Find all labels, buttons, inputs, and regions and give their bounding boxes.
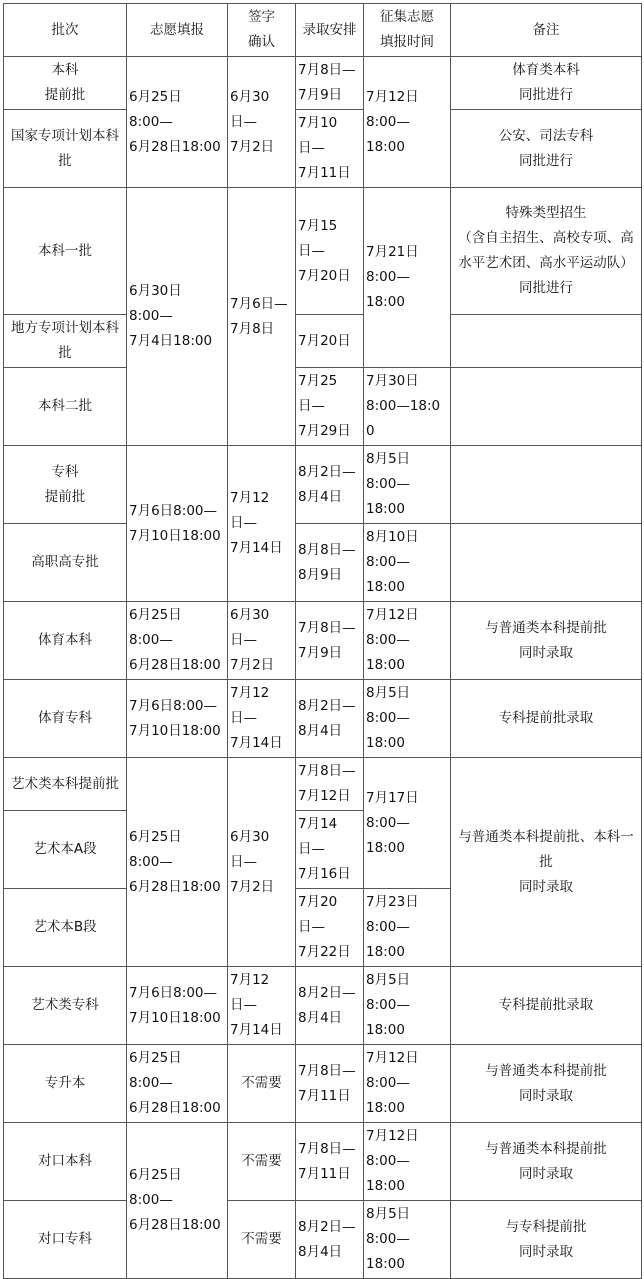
admit-cell: 8月2日— 8月4日 <box>296 1201 364 1279</box>
collect-cell: 7月12日 8:00— 18:00 <box>364 1045 451 1123</box>
table-row <box>4 446 642 524</box>
table-row <box>4 967 642 1045</box>
collect-cell: 8月5日 8:00— 18:00 <box>364 967 451 1045</box>
table-row <box>4 758 642 811</box>
admit-cell: 7月25 日— 7月29日 <box>296 368 364 446</box>
sign-cell: 不需要 <box>228 1045 296 1123</box>
collect-cell: 8月5日 8:00— 18:00 <box>364 1201 451 1279</box>
sign-cell: 6月30 日— 7月2日 <box>228 57 296 188</box>
batch-cell: 体育专科 <box>4 680 127 758</box>
table-row <box>4 315 642 368</box>
fill-cell: 6月25日 8:00— 6月28日18:00 <box>127 57 228 188</box>
admit-cell: 8月8日— 8月9日 <box>296 524 364 602</box>
header-row <box>4 4 642 57</box>
admit-cell: 7月14 日— 7月16日 <box>296 811 364 889</box>
collect-cell: 8月10日 8:00— 18:00 <box>364 524 451 602</box>
fill-cell: 7月6日8:00— 7月10日18:00 <box>127 680 228 758</box>
collect-cell: 8月5日 8:00— 18:00 <box>364 446 451 524</box>
fill-cell: 6月25日 8:00— 6月28日18:00 <box>127 758 228 967</box>
batch-cell: 艺术本A段 <box>4 811 127 889</box>
admit-cell: 8月2日— 8月4日 <box>296 967 364 1045</box>
admit-cell: 7月8日— 7月11日 <box>296 1123 364 1201</box>
note-cell <box>451 315 642 368</box>
header-admit: 录取安排 <box>296 4 364 57</box>
note-cell: 与普通类本科提前批 同时录取 <box>451 602 642 680</box>
collect-cell: 7月30日 8:00—18:00 <box>364 368 451 446</box>
fill-cell: 6月25日 8:00— 6月28日18:00 <box>127 1045 228 1123</box>
sign-cell: 7月12 日— 7月14日 <box>228 680 296 758</box>
batch-cell: 对口专科 <box>4 1201 127 1279</box>
note-cell: 公安、司法专科 同批进行 <box>451 110 642 188</box>
admit-cell: 7月8日— 7月11日 <box>296 1045 364 1123</box>
batch-cell: 专科 提前批 <box>4 446 127 524</box>
header-collect: 征集志愿 填报时间 <box>364 4 451 57</box>
fill-cell: 6月30日 8:00— 7月4日18:00 <box>127 188 228 446</box>
header-sign: 签字 确认 <box>228 4 296 57</box>
header-batch: 批次 <box>4 4 127 57</box>
note-cell: 与普通类本科提前批 同时录取 <box>451 1045 642 1123</box>
batch-cell: 地方专项计划本科批 <box>4 315 127 368</box>
collect-cell: 7月12日 8:00— 18:00 <box>364 1123 451 1201</box>
batch-cell: 艺术本B段 <box>4 889 127 967</box>
collect-cell: 7月23日 8:00— 18:00 <box>364 889 451 967</box>
table-row <box>4 57 642 110</box>
table-row <box>4 188 642 315</box>
admit-cell: 7月20日 <box>296 315 364 368</box>
admit-cell: 7月8日— 7月12日 <box>296 758 364 811</box>
header-note: 备注 <box>451 4 642 57</box>
note-cell: 体育类本科 同批进行 <box>451 57 642 110</box>
note-cell: 特殊类型招生 （含自主招生、高校专项、高水平艺术团、高水平运动队） 同批进行 <box>451 188 642 315</box>
note-cell <box>451 524 642 602</box>
admit-cell: 8月2日— 8月4日 <box>296 446 364 524</box>
table-row <box>4 1201 642 1279</box>
batch-cell: 本科一批 <box>4 188 127 315</box>
collect-cell: 7月21日 8:00— 18:00 <box>364 188 451 368</box>
collect-cell: 8月5日 8:00— 18:00 <box>364 680 451 758</box>
note-cell: 与专科提前批 同时录取 <box>451 1201 642 1279</box>
note-cell <box>451 446 642 524</box>
batch-cell: 高职高专批 <box>4 524 127 602</box>
sign-cell: 6月30 日— 7月2日 <box>228 758 296 967</box>
table-row <box>4 602 642 680</box>
batch-cell: 艺术类本科提前批 <box>4 758 127 811</box>
batch-cell: 国家专项计划本科批 <box>4 110 127 188</box>
fill-cell: 7月6日8:00— 7月10日18:00 <box>127 967 228 1045</box>
admission-schedule-table <box>3 3 642 1279</box>
batch-cell: 本科二批 <box>4 368 127 446</box>
note-cell: 专科提前批录取 <box>451 967 642 1045</box>
sign-cell: 7月12 日— 7月14日 <box>228 967 296 1045</box>
admit-cell: 8月2日— 8月4日 <box>296 680 364 758</box>
fill-cell: 6月25日 8:00— 6月28日18:00 <box>127 602 228 680</box>
batch-cell: 体育本科 <box>4 602 127 680</box>
note-cell: 与普通类本科提前批、本科一批 同时录取 <box>451 758 642 967</box>
batch-cell: 专升本 <box>4 1045 127 1123</box>
note-cell: 专科提前批录取 <box>451 680 642 758</box>
sign-cell: 7月6日— 7月8日 <box>228 188 296 446</box>
table-row <box>4 110 642 188</box>
admit-cell: 7月15 日— 7月20日 <box>296 188 364 315</box>
batch-cell: 本科 提前批 <box>4 57 127 110</box>
sign-cell: 7月12 日— 7月14日 <box>228 446 296 602</box>
sign-cell: 不需要 <box>228 1201 296 1279</box>
collect-cell: 7月12日 8:00— 18:00 <box>364 602 451 680</box>
admit-cell: 7月8日— 7月9日 <box>296 57 364 110</box>
admit-cell: 7月10 日— 7月11日 <box>296 110 364 188</box>
admit-cell: 7月8日— 7月9日 <box>296 602 364 680</box>
collect-cell: 7月12日 8:00— 18:00 <box>364 57 451 188</box>
note-cell: 与普通类本科提前批 同时录取 <box>451 1123 642 1201</box>
batch-cell: 艺术类专科 <box>4 967 127 1045</box>
table-row <box>4 1045 642 1123</box>
fill-cell: 6月25日 8:00— 6月28日18:00 <box>127 1123 228 1279</box>
table-row <box>4 1123 642 1201</box>
note-cell <box>451 368 642 446</box>
table-row <box>4 680 642 758</box>
table-row <box>4 524 642 602</box>
header-fill: 志愿填报 <box>127 4 228 57</box>
collect-cell: 7月17日 8:00— 18:00 <box>364 758 451 889</box>
table-row <box>4 368 642 446</box>
batch-cell: 对口本科 <box>4 1123 127 1201</box>
admit-cell: 7月20 日— 7月22日 <box>296 889 364 967</box>
sign-cell: 6月30 日— 7月2日 <box>228 602 296 680</box>
sign-cell: 不需要 <box>228 1123 296 1201</box>
fill-cell: 7月6日8:00— 7月10日18:00 <box>127 446 228 602</box>
